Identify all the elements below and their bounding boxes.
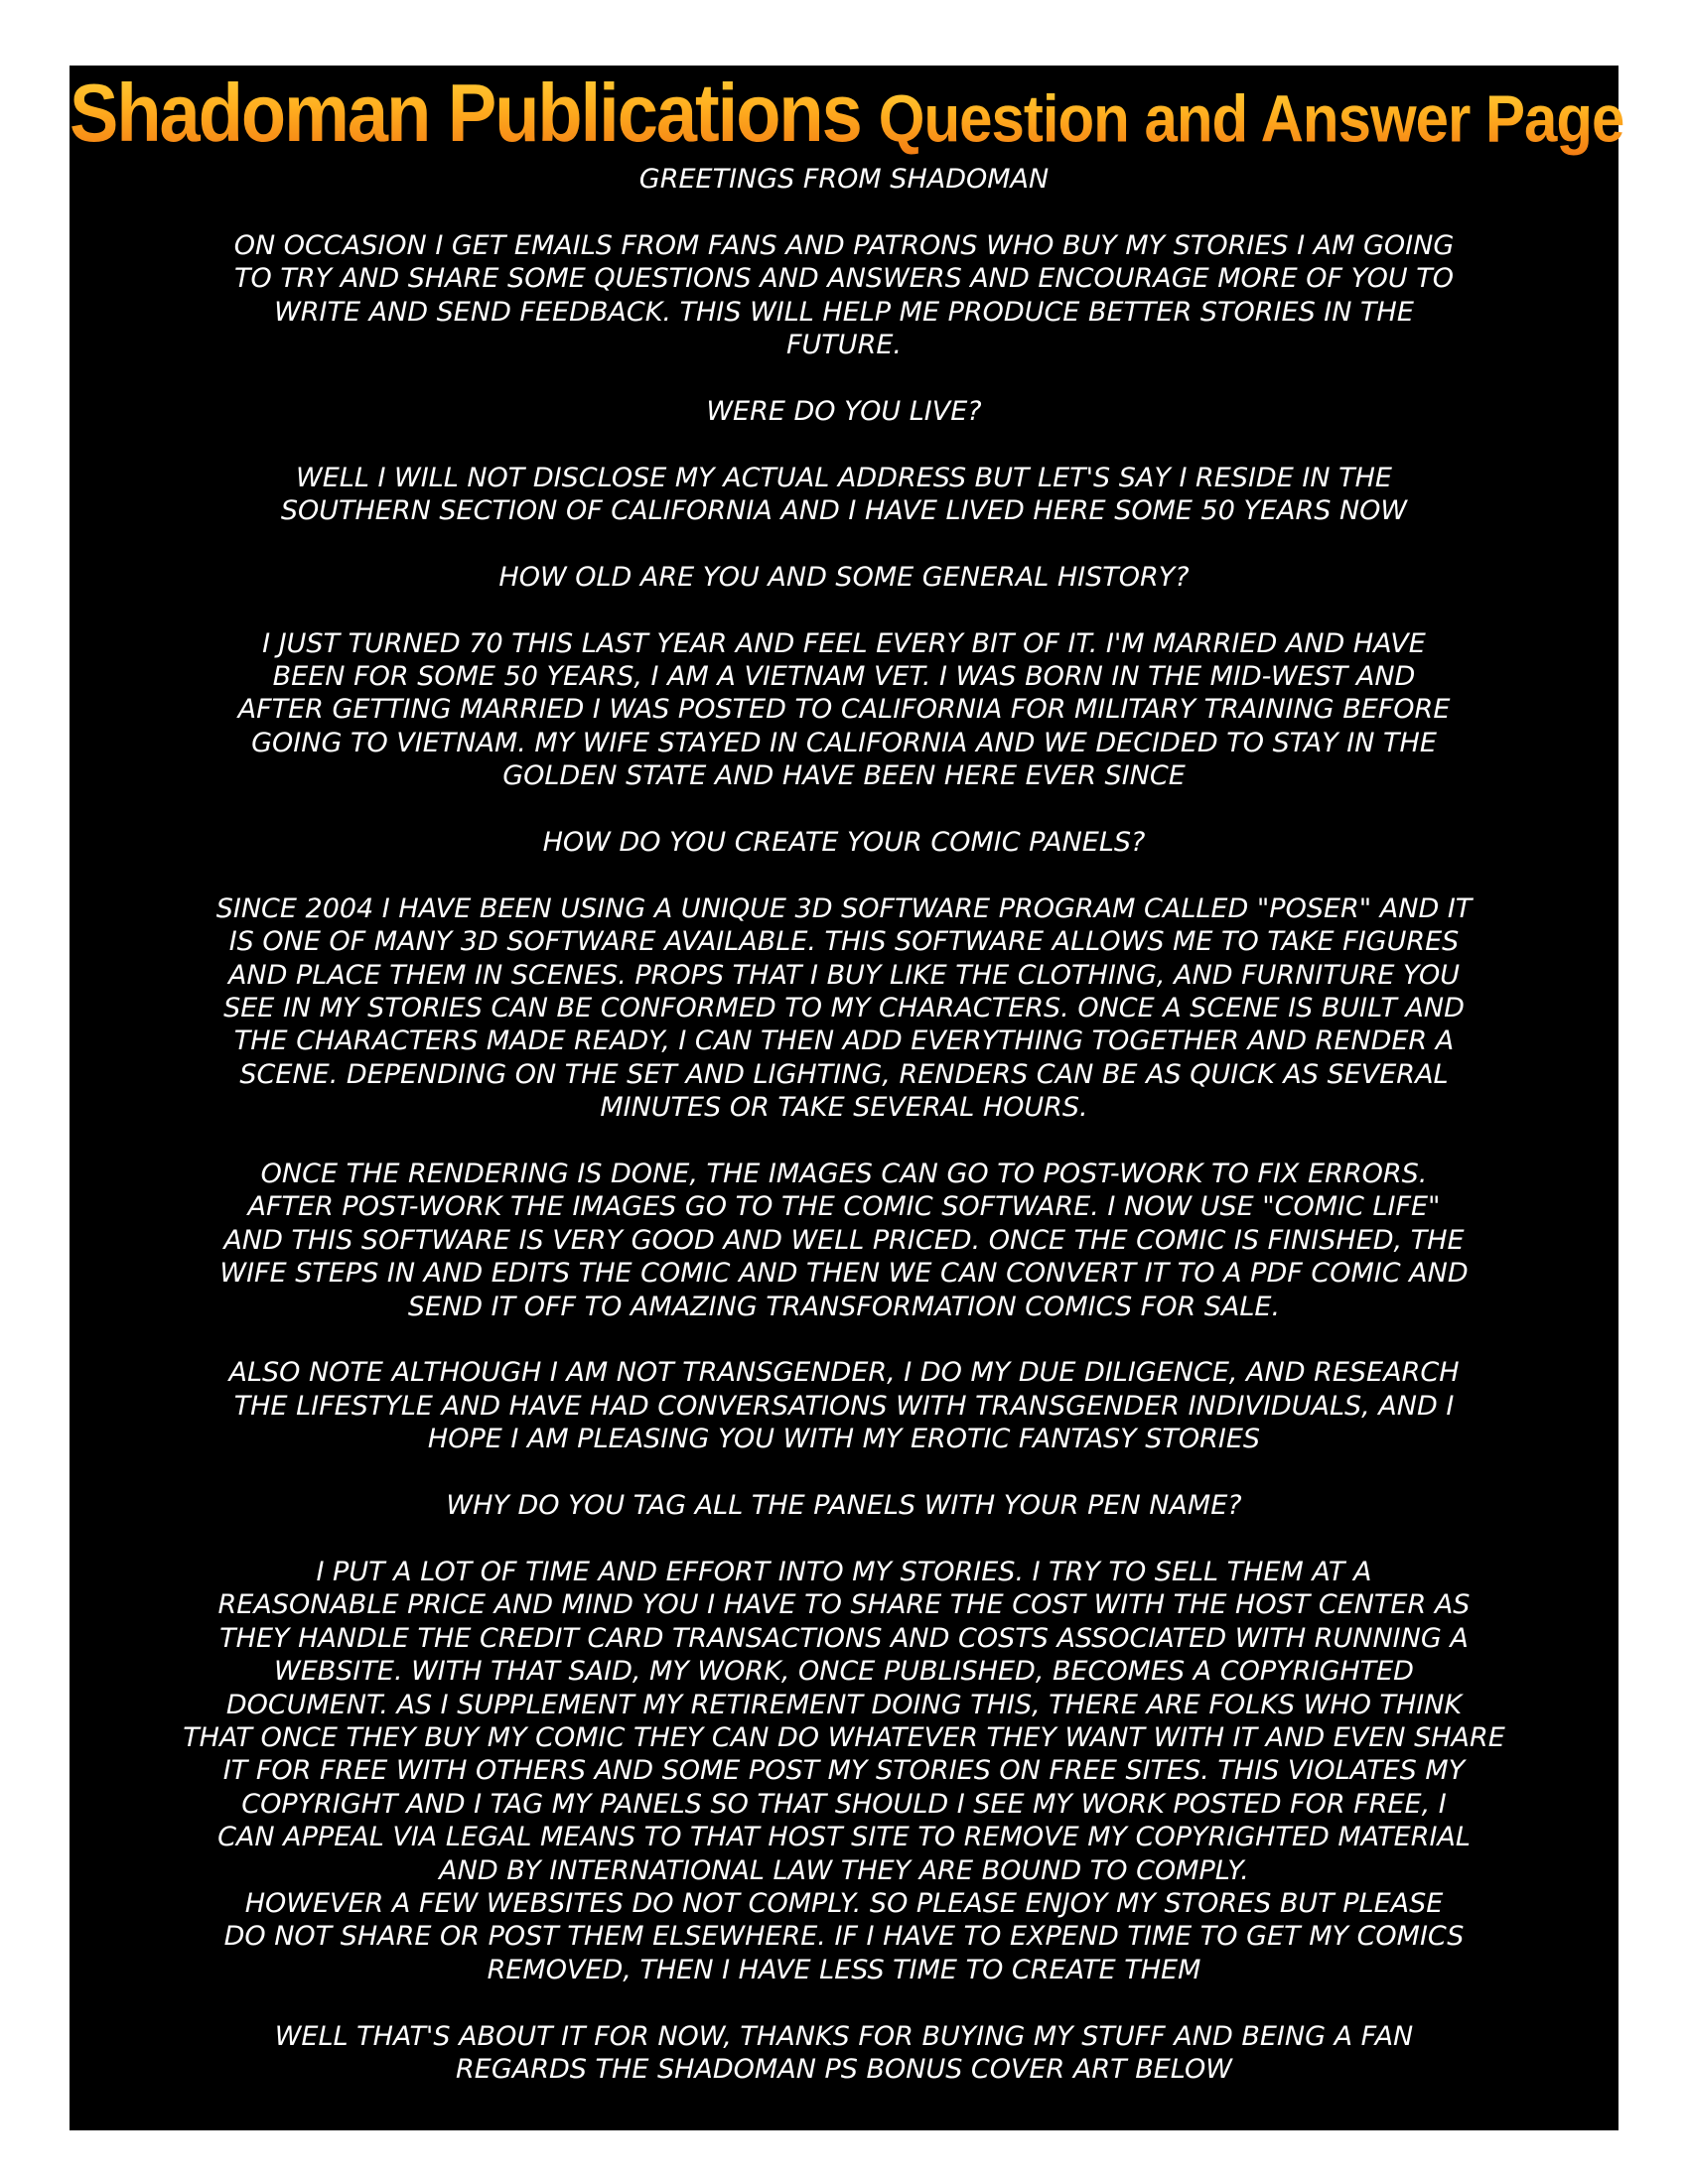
answer-tag-panels: I PUT A LOT OF TIME AND EFFORT INTO MY STORIES. I TRY TO SELL THEM AT A REASONABLE PRICE AND MIND YOU I HAVE TO SHARE THE COST WITH THE HOST CENTER AS THEY HANDLE THE CREDIT CARD TRANSACTIONS AND COSTS ASSOCIATED WITH RUNNING A WEBSITE. WITH THAT SAID, MY WORK, ONCE PUBLISHED, BECOMES A COPYRIGHTED DOCUMENT. AS I SUPPLEMENT MY RETIREMENT DOING THIS, THERE ARE FOLKS WHO THINK THAT ONCE THEY BUY MY COMIC THEY CAN DO WHATEVER THEY WANT WITH IT AND EVEN SHARE IT FOR FREE WITH OTHERS AND SOME POST MY STORIES ON FREE SITES. THIS VIOLATES MY COPYRIGHT AND I TAG MY PANELS SO THAT SHOULD I SEE MY WORK POSTED FOR FREE, I CAN APPEAL VIA LEGAL MEANS TO THAT HOST SITE TO REMOVE MY COPYRIGHTED MATERIAL AND BY INTERNATIONAL LAW THEY ARE BOUND TO COMPLY.	[183, 1556, 1505, 1886]
closing-paragraph: WELL THAT'S ABOUT IT FOR NOW, THANKS FOR BUYING MY STUFF AND BEING A FAN REGARDS THE SHADOMAN PS BONUS COVER ART BELOW	[274, 2020, 1414, 2085]
answer-create-panels-2: ONCE THE RENDERING IS DONE, THE IMAGES CAN GO TO POST-WORK TO FIX ERRORS. AFTER POST-WORK THE IMAGES GO TO THE COMIC SOFTWARE. I NOW USE "COMIC LIFE" AND THIS SOFTWARE IS VERY GOOD AND WELL PRICED. ONCE THE COMIC IS FINISHED, THE WIFE STEPS IN AND EDITS THE COMIC AND THEN WE CAN CONVERT IT TO A PDF COMIC AND SEND IT OFF TO AMAZING TRANSFORMATION COMICS FOR SALE.	[219, 1159, 1469, 1322]
question-create-panels: HOW DO YOU CREATE YOUR COMIC PANELS?	[542, 827, 1146, 859]
qa-body	[70, 163, 1618, 2086]
greeting: GREETINGS FROM SHADOMAN	[638, 164, 1050, 195]
question-tag-panels: WHY DO YOU TAG ALL THE PANELS WITH YOUR PEN NAME?	[446, 1490, 1242, 1522]
answer-create-panels-3: ALSO NOTE ALTHOUGH I AM NOT TRANSGENDER, I DO MY DUE DILIGENCE, AND RESEARCH THE LIFESTYLE AND HAVE HAD CONVERSATIONS WITH TRANSGENDER INDIVIDUALS, AND I HOPE I AM PLEASING YOU WITH MY EROTIC FANTASY STORIES	[228, 1357, 1460, 1455]
qa-page-panel	[70, 66, 1624, 2130]
answer-tag-panels-2: HOWEVER A FEW WEBSITES DO NOT COMPLY. SO PLEASE ENJOY MY STORES BUT PLEASE DO NOT SHARE OR POST THEM ELSEWHERE. IF I HAVE TO EXPEND TIME TO GET MY COMICS REMOVED, THEN I HAVE LESS TIME TO CREATE THEM	[223, 1887, 1465, 1985]
page-header	[70, 66, 1624, 160]
intro-paragraph: ON OCCASION I GET EMAILS FROM FANS AND PATRONS WHO BUY MY STORIES I AM GOING TO TRY AND SHARE SOME QUESTIONS AND ANSWERS AND ENCOURAGE MORE OF YOU TO WRITE AND SEND FEEDBACK. THIS WILL HELP ME PRODUCE BETTER STORIES IN THE FUTURE.	[233, 229, 1455, 361]
question-where-live: WERE DO YOU LIVE?	[706, 395, 982, 427]
page-subtitle: Question and Answer Page	[878, 80, 1624, 156]
publisher-title: Shadoman Publications	[70, 66, 861, 159]
answer-age-history: I JUST TURNED 70 THIS LAST YEAR AND FEEL EVERY BIT OF IT. I'M MARRIED AND HAVE BEEN FOR SOME 50 YEARS, I AM A VIETNAM VET. I WAS BORN IN THE MID-WEST AND AFTER GETTING MARRIED I WAS POSTED TO CALIFORNIA FOR MILITARY TRAINING BEFORE GOING TO VIETNAM. MY WIFE STAYED IN CALIFORNIA AND WE DECIDED TO STAY IN THE GOLDEN STATE AND HAVE BEEN HERE EVER SINCE	[237, 627, 1451, 792]
answer-create-panels: SINCE 2004 I HAVE BEEN USING A UNIQUE 3D SOFTWARE PROGRAM CALLED "POSER" AND IT IS ONE OF MANY 3D SOFTWARE AVAILABLE. THIS SOFTWARE ALLOWS ME TO TAKE FIGURES AND PLACE THEM IN SCENES. PROPS THAT I BUY LIKE THE CLOTHING, AND FURNITURE YOU SEE IN MY STORIES CAN BE CONFORMED TO MY CHARACTERS. ONCE A SCENE IS BUILT AND THE CHARACTERS MADE READY, I CAN THEN ADD EVERYTHING TOGETHER AND RENDER A SCENE. DEPENDING ON THE SET AND LIGHTING, RENDERS CAN BE AS QUICK AS SEVERAL MINUTES OR TAKE SEVERAL HOURS.	[215, 892, 1473, 1124]
answer-where-live: WELL I WILL NOT DISCLOSE MY ACTUAL ADDRESS BUT LET'S SAY I RESIDE IN THE SOUTHERN SECTION OF CALIFORNIA AND I HAVE LIVED HERE SOME 50 YEARS NOW	[280, 462, 1408, 527]
question-age-history: HOW OLD ARE YOU AND SOME GENERAL HISTORY?	[498, 561, 1190, 593]
